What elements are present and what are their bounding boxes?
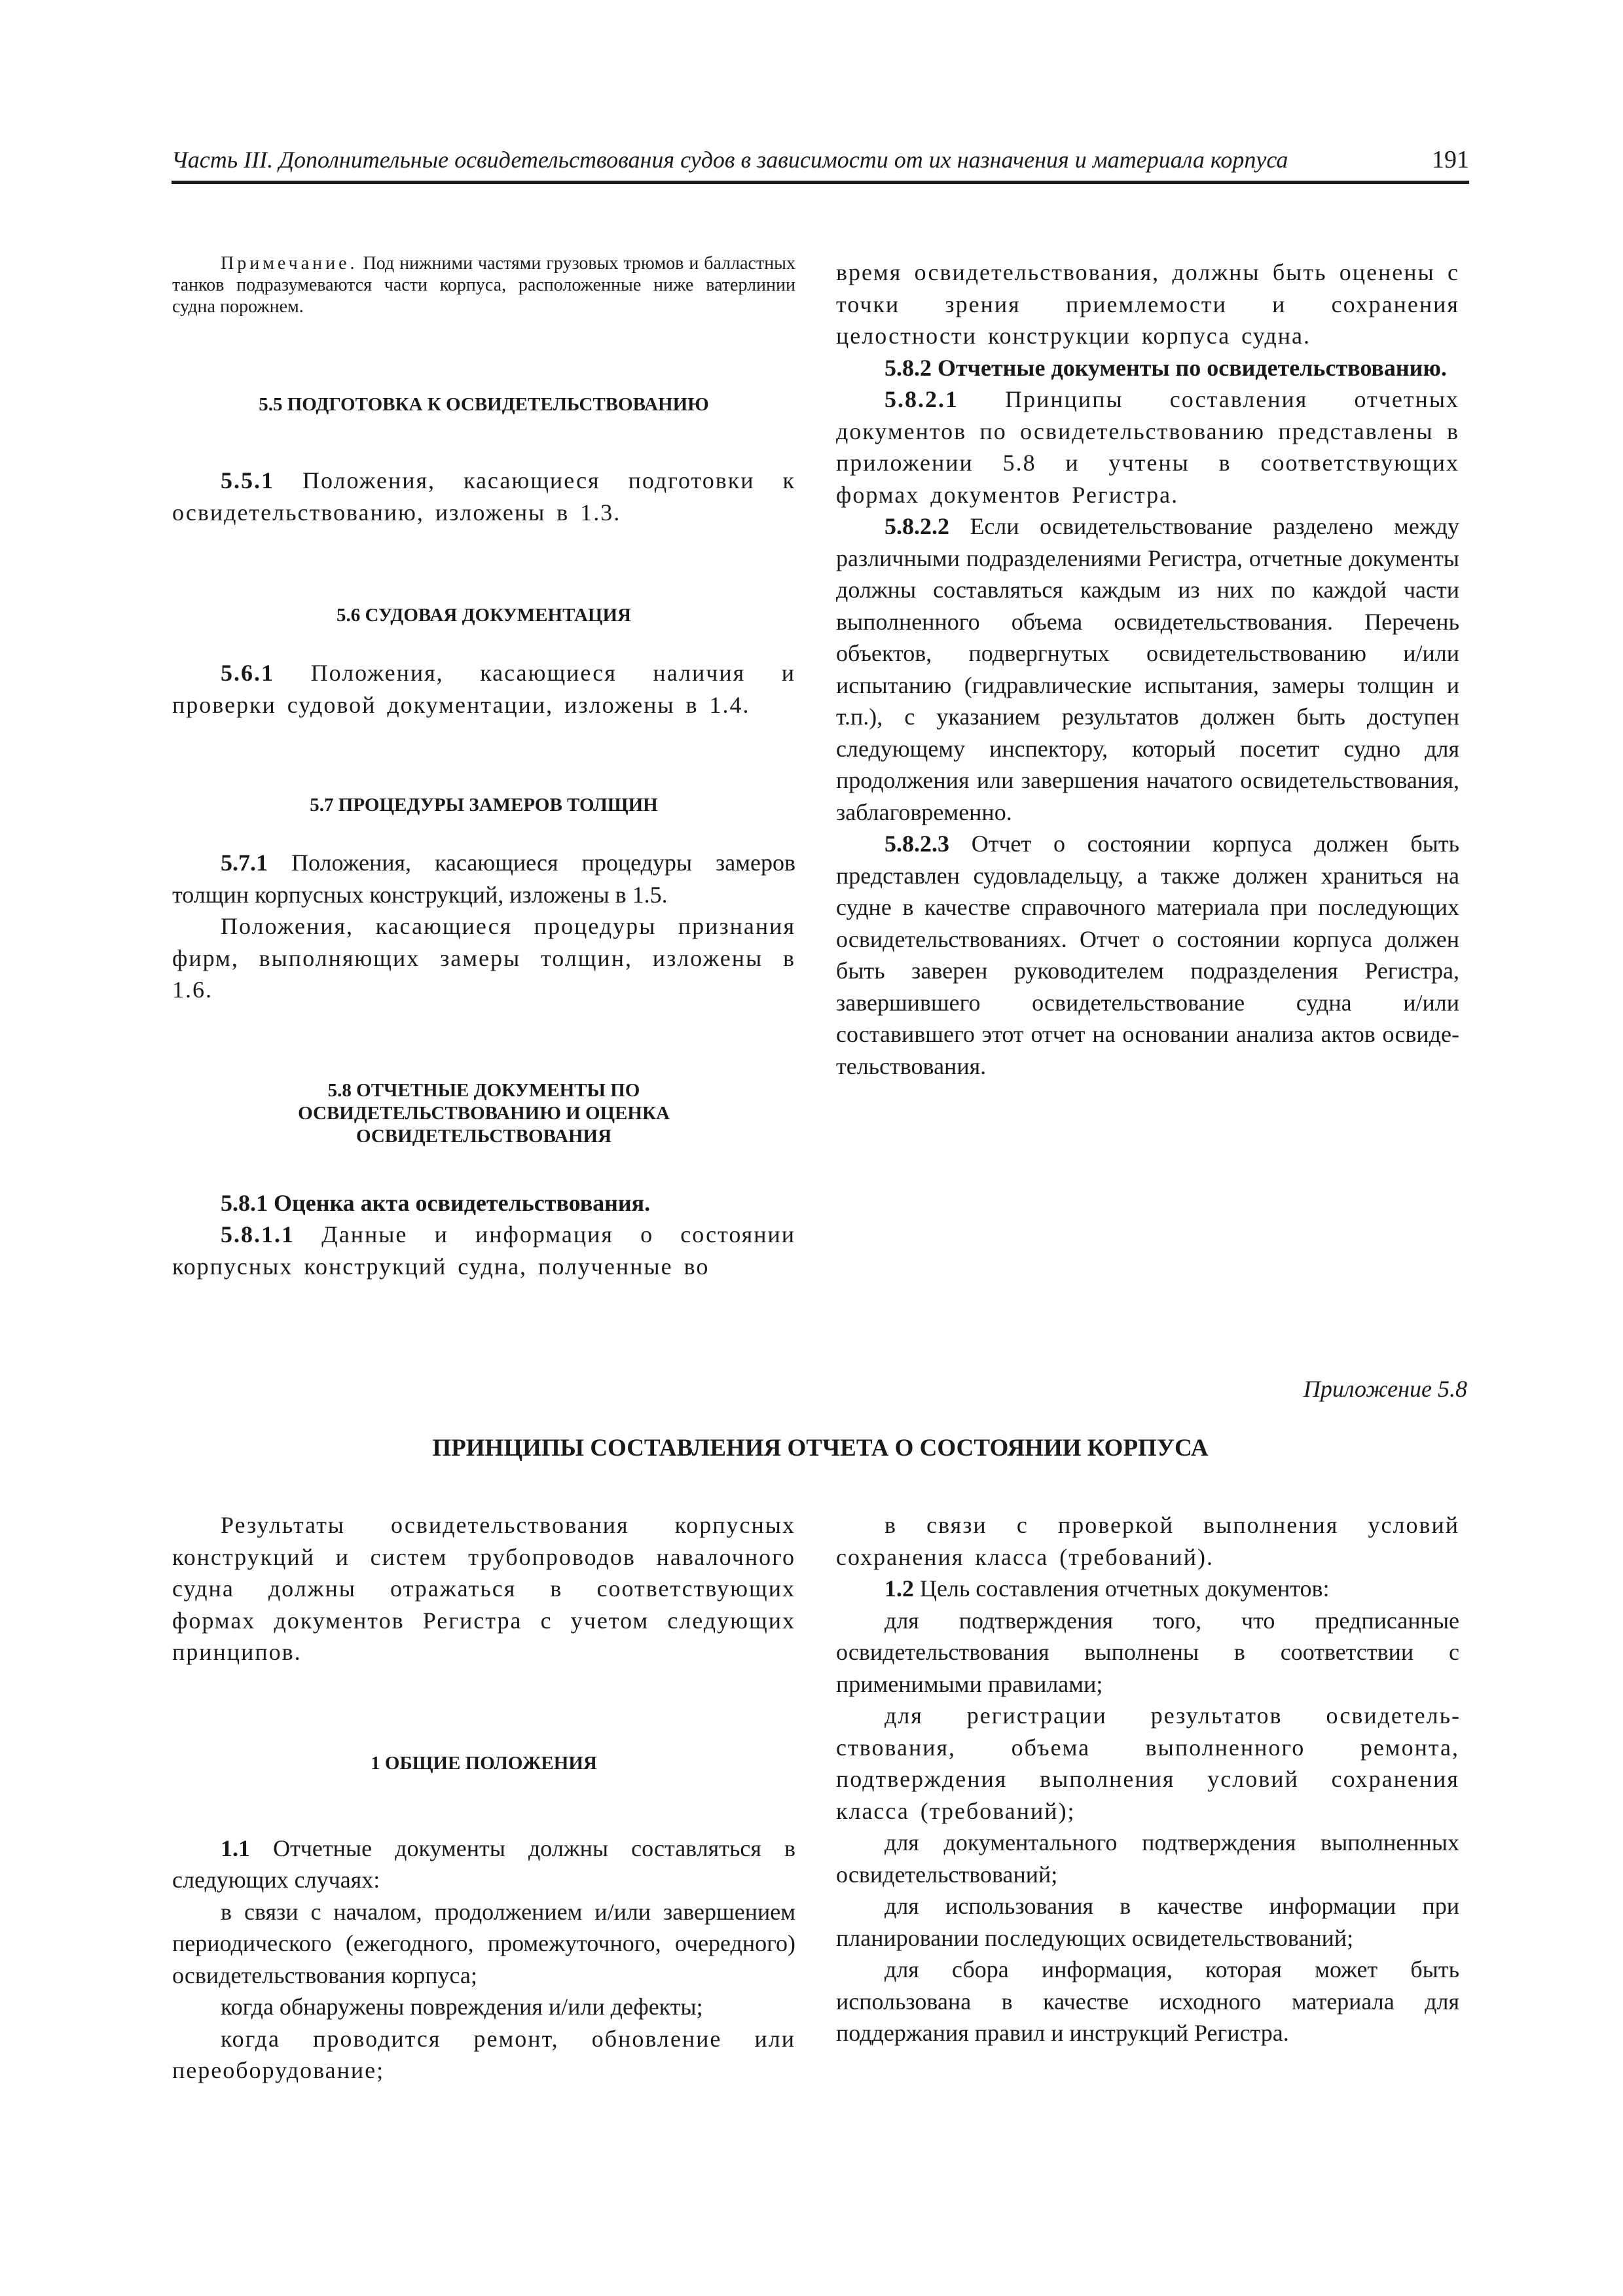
upper-left-column xyxy=(172,253,795,1282)
paragraph-text: Если освидетельствование разделено между различными подразделениями Регистра, отчетные документы должны составляться каждым из них по каждой части выполненного объема освидетельствования. Перечень объектов, подвергнутых освидетельствованию и/или испытанию (гидравлические испытания, замеры толщин и т.п.), с указанием результатов должен быть доступен следующему инспектору, который посетит судно для продолжения или завершения начатого освидетельствования, заблаговременно. xyxy=(836,513,1460,825)
header-title: Часть III. Дополнительные освидетельствования судов в зависимости от их назначения и материала корпуса xyxy=(172,147,1288,173)
section-heading-1: 1 ОБЩИЕ ПОЛОЖЕНИЯ xyxy=(371,1752,597,1774)
list-item: когда проводится ремонт, обновление или переоборудование; xyxy=(172,2025,795,2083)
list-item: в связи с проверкой выполнения условий сохранения класса (требований). xyxy=(836,1512,1459,1570)
note xyxy=(172,253,795,317)
clause-number: 5.8.2.2 xyxy=(884,513,949,539)
appendix-title: ПРИНЦИПЫ СОСТАВЛЕНИЯ ОТЧЕТА О СОСТОЯНИИ КОРПУСА xyxy=(432,1435,1209,1462)
list-item: в связи с началом, продолжением и/или завершением периодического (ежегодного, промежуточного, очередного) освидетельствования корпуса; xyxy=(172,1898,795,1988)
paragraph-5-5-1 xyxy=(172,465,795,528)
clause-number: 5.6.1 xyxy=(221,660,274,686)
page-header xyxy=(172,143,1469,184)
lower-left-column xyxy=(172,1509,795,2087)
lower-right-column xyxy=(836,1509,1459,2049)
paragraph-5-7-1 xyxy=(172,847,795,910)
section-heading-line: 5.8 ОТЧЕТНЫЕ ДОКУМЕНТЫ ПО xyxy=(327,1079,640,1101)
section-heading-5-6: 5.6 СУДОВАЯ ДОКУМЕНТАЦИЯ xyxy=(337,605,631,626)
appendix-label: Приложение 5.8 xyxy=(1303,1376,1467,1402)
section-heading-5-7: 5.7 ПРОЦЕДУРЫ ЗАМЕРОВ ТОЛЩИН xyxy=(310,795,658,816)
list-item: для регистрации результатов освидетельствования, объема выполненного ремонта, подтверждения выполнения условий сохранения класса (требований); xyxy=(836,1702,1459,1824)
paragraph-5-8-2-1 xyxy=(836,384,1459,511)
paragraph-1-2 xyxy=(836,1573,1459,1605)
section-heading-5-5: 5.5 ПОДГОТОВКА К ОСВИДЕТЕЛЬСТВОВАНИЮ xyxy=(259,394,709,415)
section-heading-line: ОСВИДЕТЕЛЬСТВОВАНИЯ xyxy=(356,1125,612,1147)
clause-number: 1.2 xyxy=(884,1575,914,1602)
paragraph-text: Положения, касающиеся подготовки к освидетельствованию, изложены в 1.3. xyxy=(172,467,795,526)
page-number: 191 xyxy=(1432,146,1469,173)
subheading-5-8-2: 5.8.2 Отчетные документы по освидетельствованию. xyxy=(884,354,1447,381)
paragraph-5-8-1-1 xyxy=(172,1219,795,1282)
section-heading-line: ОСВИДЕТЕЛЬСТВОВАНИЮ И ОЦЕНКА xyxy=(298,1102,670,1124)
list-item: для документального подтверждения выполненных освидетельствований; xyxy=(836,1829,1459,1888)
list-item: для сбора информация, которая может быть использована в качестве исходного материала для поддержания правил и инструкций Регистра. xyxy=(836,1956,1459,2046)
paragraph-text: Отчетные документы должны составляться в следующих случаях: xyxy=(172,1835,795,1893)
paragraph-5-6-1 xyxy=(172,657,795,721)
paragraph-5-8-2-2 xyxy=(836,511,1459,828)
clause-number: 5.5.1 xyxy=(221,467,274,493)
clause-number: 5.8.2.3 xyxy=(884,831,949,857)
note-text: Под нижними частями грузовых трюмов и балластных танков подразумеваются части корпуса, расположенные ниже ватерлинии судна порожнем. xyxy=(172,253,795,317)
note-label: Примечание. xyxy=(221,253,358,274)
paragraph-5-7-2: Положения, касающиеся процедуры признания фирм, выполняющих замеры толщин, изложены в 1.6. xyxy=(172,913,795,1003)
paragraph-text: Данные и информация о состоянии корпусных конструкций судна, полученные во xyxy=(172,1221,796,1280)
clause-number: 5.7.1 xyxy=(221,850,268,876)
paragraph-continuation: время освидетельствования, должны быть оценены с точки зрения приемлемости и сохранения целостности конструкции корпуса судна. xyxy=(836,259,1459,349)
clause-number: 1.1 xyxy=(221,1835,250,1861)
list-item: когда обнаружены повреждения и/или дефекты; xyxy=(221,1994,703,2020)
upper-right-column xyxy=(836,257,1459,1082)
paragraph-text: Положения, касающиеся процедуры замеров толщин корпусных конструкций, изложены в 1.5. xyxy=(172,850,796,908)
paragraph-text: Принципы составления отчетных документов по освидетельствованию представлены в приложении 5.8 и учтены в соответствующих формах документов Регистра. xyxy=(836,386,1460,508)
paragraph-5-8-2-3 xyxy=(836,828,1459,1082)
paragraph-text: Отчет о состоянии корпуса должен быть представлен судовладельцу, а также должен храниться на судне в качестве справочного материала при последующих освидетельствованиях. Отчет о состоянии корпуса должен быть заверен руководителем подразделения Регистра, завершившего освидетельствование судна и/или составившего этот отчет на основании анализа актов освидетельствования. xyxy=(836,831,1460,1079)
paragraph-text: Положения, касающиеся наличия и проверки судовой документации, изложены в 1.4. xyxy=(172,660,795,718)
list-item: для подтверждения того, что предписанные освидетельствования выполнены в соответствии с применимыми правилами; xyxy=(836,1607,1459,1697)
clause-number: 5.8.1.1 xyxy=(221,1221,295,1247)
list-item: для использования в качестве информации при планировании последующих освидетельствований; xyxy=(836,1893,1459,1951)
clause-number: 5.8.2.1 xyxy=(884,386,958,412)
section-heading-5-8 xyxy=(172,1079,795,1148)
paragraph-1-1 xyxy=(172,1833,795,1896)
paragraph-text: Цель составления отчетных документов: xyxy=(920,1575,1330,1602)
intro-paragraph: Результаты освидетельствования корпусных конструкций и систем трубопроводов навалочного судна должны отражаться в соответствующих формах документов Регистра с учетом следующих принципов. xyxy=(172,1512,795,1665)
subheading-5-8-1: 5.8.1 Оценка акта освидетельствования. xyxy=(221,1189,651,1216)
